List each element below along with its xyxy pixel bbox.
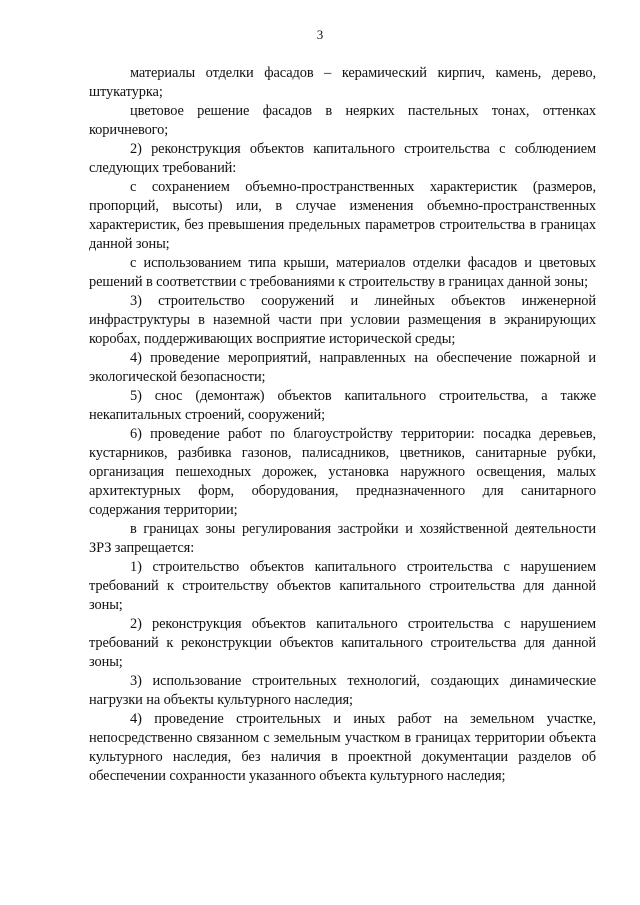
paragraph: 2) реконструкция объектов капитального строительства с нарушением требований к реконструкции объектов капитального строительства для данной зоны; [89, 616, 596, 670]
paragraph: 4) проведение мероприятий, направленных на обеспечение пожарной и экологической безопасности; [89, 350, 596, 385]
paragraph: 6) проведение работ по благоустройству территории: посадка деревьев, кустарников, разбивка газонов, палисадников, цветников, санитарные рубки, организация пешеходных дорожек, установка наружного освещения, малых архитектурных форм, оборудования, предназначенного для санитарного содержания территории; [89, 426, 596, 518]
paragraph: цветовое решение фасадов в неярких пастельных тонах, оттенках коричневого; [89, 103, 596, 138]
paragraph: в границах зоны регулирования застройки и хозяйственной деятельности ЗРЗ запрещается: [89, 521, 596, 556]
paragraph: с использованием типа крыши, материалов отделки фасадов и цветовых решений в соответствии с требованиями к строительству в границах данной зоны; [89, 255, 596, 290]
paragraph: материалы отделки фасадов – керамический кирпич, камень, дерево, штукатурка; [89, 65, 596, 100]
paragraph: 3) использование строительных технологий, создающих динамические нагрузки на объекты культурного наследия; [89, 673, 596, 708]
paragraph: 2) реконструкция объектов капитального строительства с соблюдением следующих требований: [89, 141, 596, 176]
paragraph: 5) снос (демонтаж) объектов капитального строительства, а также некапитальных строений, сооружений; [89, 388, 596, 423]
paragraph: 3) строительство сооружений и линейных объектов инженерной инфраструктуры в наземной части при условии размещения в экранирующих коробах, поддерживающих восприятие исторической среды; [89, 293, 596, 347]
document-body [89, 64, 596, 786]
paragraph: 1) строительство объектов капитального строительства с нарушением требований к строительству объектов капитального строительства для данной зоны; [89, 559, 596, 613]
page-number: 3 [316, 27, 324, 42]
paragraph: с сохранением объемно-пространственных характеристик (размеров, пропорций, высоты) или, в случае изменения объемно-пространственных характеристик, без превышения предельных параметров строительства в границах данной зоны; [89, 179, 596, 252]
paragraph: 4) проведение строительных и иных работ на земельном участке, непосредственно связанном с земельным участком в границах территории объекта культурного наследия, без наличия в проектной документации разделов об обеспечении сохранности указанного объекта культурного наследия; [89, 711, 596, 784]
